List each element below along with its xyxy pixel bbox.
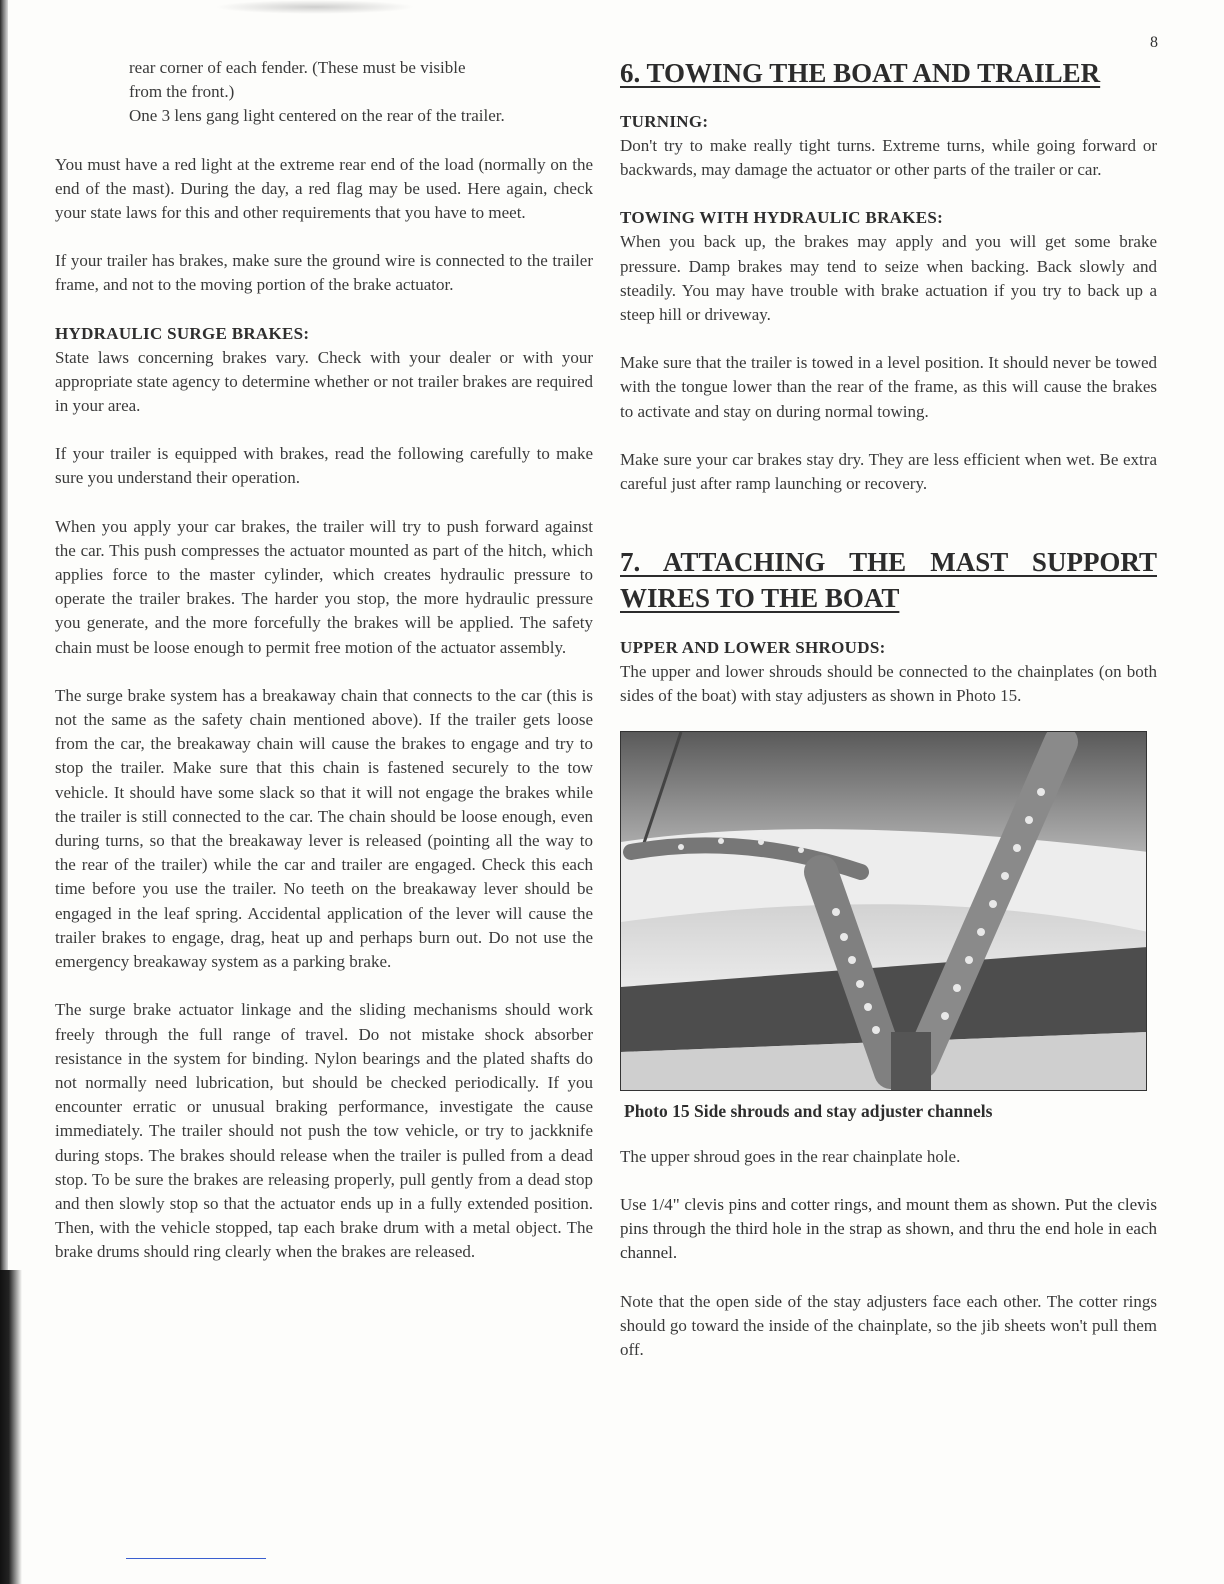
- paragraph-clevis-pins: Use 1/4" clevis pins and cotter rings, and mount them as shown. Put the clevis pins through the third hole in the strap as shown, and thru the end hole in each channel.: [620, 1195, 1157, 1263]
- scan-edge-shadow: [0, 1270, 22, 1584]
- paragraph-shrouds: The upper and lower shrouds should be connected to the chainplates (on both sides of the boat) with stay adjusters as shown in Photo 15.: [620, 662, 1157, 706]
- section-7-title: 7. ATTACHING THE MAST SUPPORT WIRES TO THE BOAT: [620, 547, 1157, 614]
- intro-line: from the front.): [129, 82, 235, 102]
- paragraph-upper-shroud: The upper shroud goes in the rear chainplate hole.: [620, 1146, 961, 1166]
- heading-hydraulic-surge-brakes: HYDRAULIC SURGE BRAKES:: [55, 323, 310, 343]
- photo-stay-adjusters-illustration: [621, 732, 1147, 1091]
- heading-towing-hydraulic: TOWING WITH HYDRAULIC BRAKES:: [620, 208, 944, 228]
- paragraph-breakaway-chain: The surge brake system has a breakaway chain that connects to the car (this is not the same as the safety chain mentioned above). If the trailer gets loose from the car, the breakaway chain will cause the brakes to engage and try to stop the trailer. Make sure that this chain is fastened securely to the tow vehicle. It should have some slack so that it will not engage the brakes while the trailer is still connected to the car. The chain should be loose enough, even during turns, so that the breakaway lever is released (pointing all the way to the rear of the trailer) while the car and trailer are engaged. Check this each time before you use the trailer. No teeth on the breakaway lever should be engaged in the leaf spring. Accidental application of the lever will cause the trailer brakes to engage, drag, heat up and perhaps burn out. Do not use the emergency breakaway system as a parking brake.: [55, 685, 593, 972]
- page-number: 8: [1150, 34, 1158, 51]
- paragraph-actuator-linkage: The surge brake actuator linkage and the sliding mechanisms should work freely through the full range of travel. Do not mistake shock absorber resistance in the system for binding. Nylon bearings and the plated shafts do not normally need lubrication, but should be checked periodically. If you encounter erratic or unusual braking performance, investigate the cause immediately. The trailer should not push the tow vehicle, or try to jackknife during stops. The brakes should release when the trailer is pulled from a dead stop. To be sure the brakes are releasing properly, pull gently from a dead stop and then slowly stop so that the actuator ends up in a fully extended position. Then, with the vehicle stopped, tap each brake drum with a metal object. The brake drums should ring clearly when the brakes are released.: [55, 1000, 593, 1262]
- paragraph-apply-brakes: When you apply your car brakes, the trailer will try to push forward against the car. This push compresses the actuator mounted as part of the hitch, which applies force to the master cylinder, which creates hydraulic pressure to operate the trailer brakes. The harder you stop, the more hydraulic pressure you generate, and the more forcefully the brakes will be applied. The safety chain must be loose enough to permit free motion of the actuator assembly.: [55, 516, 593, 657]
- footnote-rule: [126, 1558, 266, 1559]
- left-column: [55, 56, 593, 1265]
- paragraph-brakes-dry: Make sure your car brakes stay dry. They are less efficient when wet. Be extra careful just after ramp launching or recovery.: [620, 449, 1157, 494]
- section-6-title: 6. TOWING THE BOAT AND TRAILER: [620, 58, 1101, 88]
- chainplate: [891, 1032, 931, 1091]
- paragraph-equipped: If your trailer is equipped with brakes, read the following carefully to make sure you understand their operation.: [55, 444, 593, 488]
- intro-line: rear corner of each fender. (These must be visible: [129, 58, 466, 77]
- photo-15: [620, 731, 1147, 1091]
- photo-caption: Photo 15 Side shrouds and stay adjuster channels: [624, 1100, 993, 1121]
- paragraph-state-laws: State laws concerning brakes vary. Check with your dealer or with your appropriate state agency to determine whether or not trailer brakes are required in your area.: [55, 347, 593, 416]
- intro-line: One 3 lens gang light centered on the rear of the trailer.: [129, 106, 505, 126]
- paragraph-turning: Don't try to make really tight turns. Extreme turns, while going forward or backwards, may damage the actuator or other parts of the trailer or car.: [620, 136, 1157, 180]
- right-column: [620, 56, 1157, 1362]
- heading-turning: TURNING:: [620, 112, 709, 131]
- heading-shrouds: UPPER AND LOWER SHROUDS:: [620, 638, 886, 658]
- paragraph-note-open-side: Note that the open side of the stay adjusters face each other. The cotter rings should go toward the inside of the chainplate, so the jib sheets won't pull them off.: [620, 1291, 1157, 1360]
- paragraph-back-up: When you back up, the brakes may apply and you will get some brake pressure. Damp brakes may tend to seize when backing. Back slowly and steadily. You may have trouble with brake actuation if you try to back up a steep hill or driveway.: [620, 232, 1157, 325]
- paragraph-ground-wire: If your trailer has brakes, make sure the ground wire is connected to the trailer frame, and not to the moving portion of the brake actuator.: [55, 251, 593, 295]
- scan-smudge: [215, 0, 415, 14]
- paragraph-red-light: You must have a red light at the extreme rear end of the load (normally on the end of the mast). During the day, a red flag may be used. Here again, check your state laws for this and other requirements that you have to meet.: [55, 154, 593, 223]
- paragraph-level-position: Make sure that the trailer is towed in a level position. It should never be towed with the tongue lower than the rear of the frame, as this will cause the brakes to activate and stay on during normal towing.: [620, 353, 1157, 421]
